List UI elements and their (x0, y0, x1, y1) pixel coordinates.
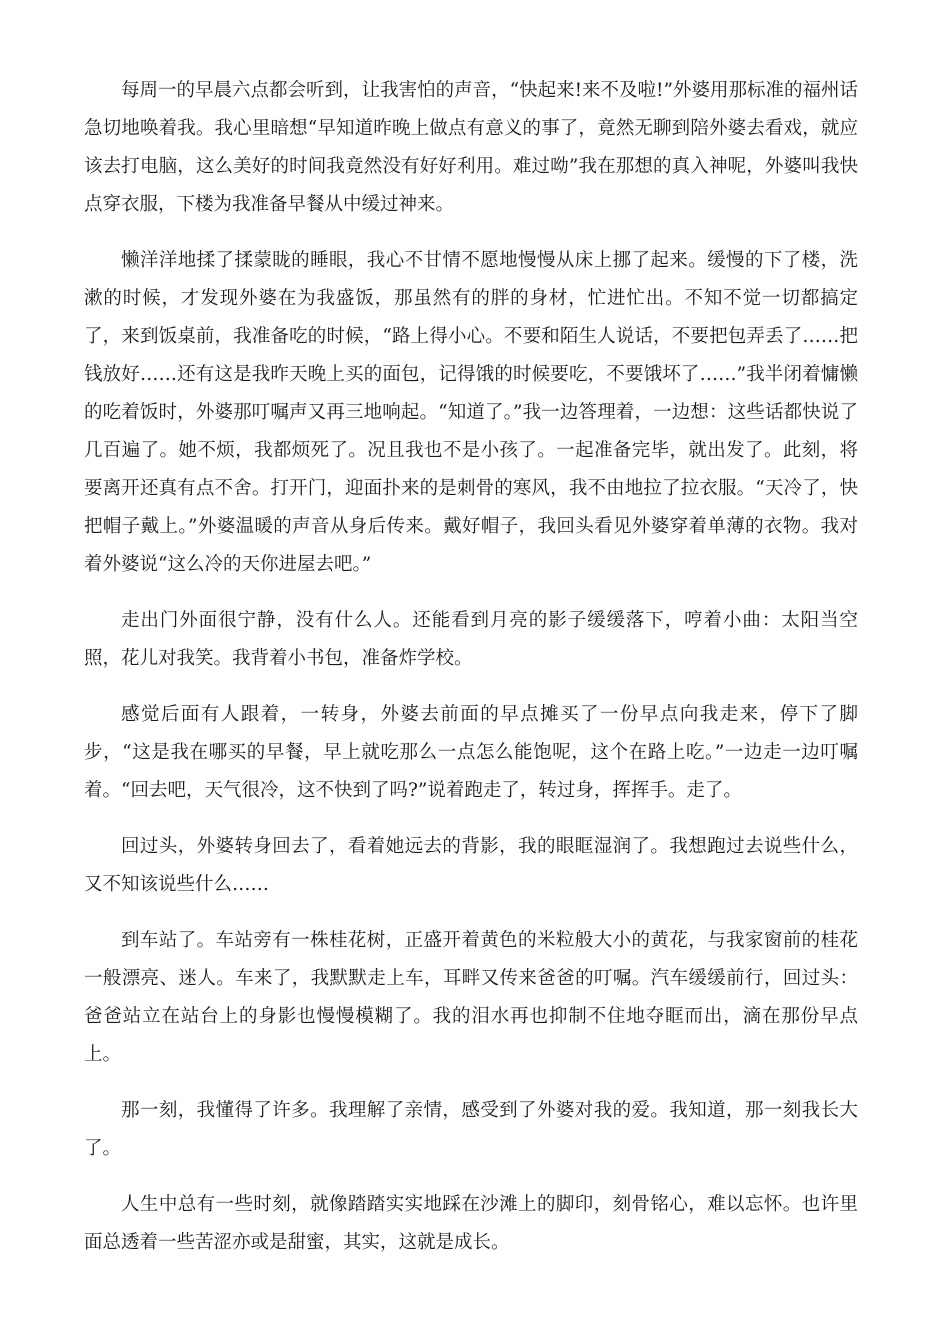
paragraph-6: 到车站了。车站旁有一株桂花树，正盛开着黄色的米粒般大小的黄花，与我家窗前的桂花一般漂亮、迷人。车来了，我默默走上车，耳畔又传来爸爸的叮嘱。汽车缓缓前行，回过头：爸爸站立在站台上的身影也慢慢模糊了。我的泪水再也抑制不住地夺眶而出，滴在那份早点上。 (84, 930, 858, 1065)
paragraph-1: 每周一的早晨六点都会听到，让我害怕的声音，“快起来!来不及啦!”外婆用那标准的福州话急切地唤着我。我心里暗想“早知道昨晚上做点有意义的事了，竟然无聊到陪外婆去看戏，就应该去打电脑，这么美好的时间我竟然没有好好利用。难过呦”我在那想的真入神呢，外婆叫我快点穿衣服，下楼为我准备早餐从中缓过神来。 (84, 80, 858, 215)
paragraph-7: 那一刻，我懂得了许多。我理解了亲情，感受到了外婆对我的爱。我知道，那一刻我长大了。 (84, 1100, 858, 1159)
essay-body (84, 72, 858, 1280)
paragraph-3: 走出门外面很宁静，没有什么人。还能看到月亮的影子缓缓落下，哼着小曲：太阳当空照，花儿对我笑。我背着小书包，准备炸学校。 (84, 610, 858, 669)
paragraph-4: 感觉后面有人跟着，一转身，外婆去前面的早点摊买了一份早点向我走来，停下了脚步，“这是我在哪买的早餐，早上就吃那么一点怎么能饱呢，这个在路上吃。”一边走一边叮嘱着。“回去吧，天气很冷，这不快到了吗?”说着跑走了，转过身，挥挥手。走了。 (84, 704, 858, 801)
paragraph-2: 懒洋洋地揉了揉蒙眬的睡眼，我心不甘情不愿地慢慢从床上挪了起来。缓慢的下了楼，洗漱的时候，才发现外婆在为我盛饭，那虽然有的胖的身材，忙进忙出。不知不觉一切都搞定了，来到饭桌前，我准备吃的时候，“路上得小心。不要和陌生人说话，不要把包弄丢了……把钱放好……还有这是我昨天晚上买的面包，记得饿的时候要吃，不要饿坏了……”我半闭着慵懒的吃着饭时，外婆那叮嘱声又再三地响起。“知道了。”我一边答理着，一边想：这些话都快说了几百遍了。她不烦，我都烦死了。况且我也不是小孩了。一起准备完毕，就出发了。此刻，将要离开还真有点不舍。打开门，迎面扑来的是刺骨的寒风，我不由地拉了拉衣服。“天冷了，快把帽子戴上。”外婆温暖的声音从身后传来。戴好帽子，我回头看见外婆穿着单薄的衣物。我对着外婆说“这么冷的天你进屋去吧。” (84, 250, 858, 575)
paragraph-8: 人生中总有一些时刻，就像踏踏实实地踩在沙滩上的脚印，刻骨铭心，难以忘怀。也许里面总透着一些苦涩亦或是甜蜜，其实，这就是成长。 (84, 1194, 858, 1253)
paragraph-5: 回过头，外婆转身回去了，看着她远去的背影，我的眼眶湿润了。我想跑过去说些什么，又不知该说些什么…… (84, 836, 858, 895)
